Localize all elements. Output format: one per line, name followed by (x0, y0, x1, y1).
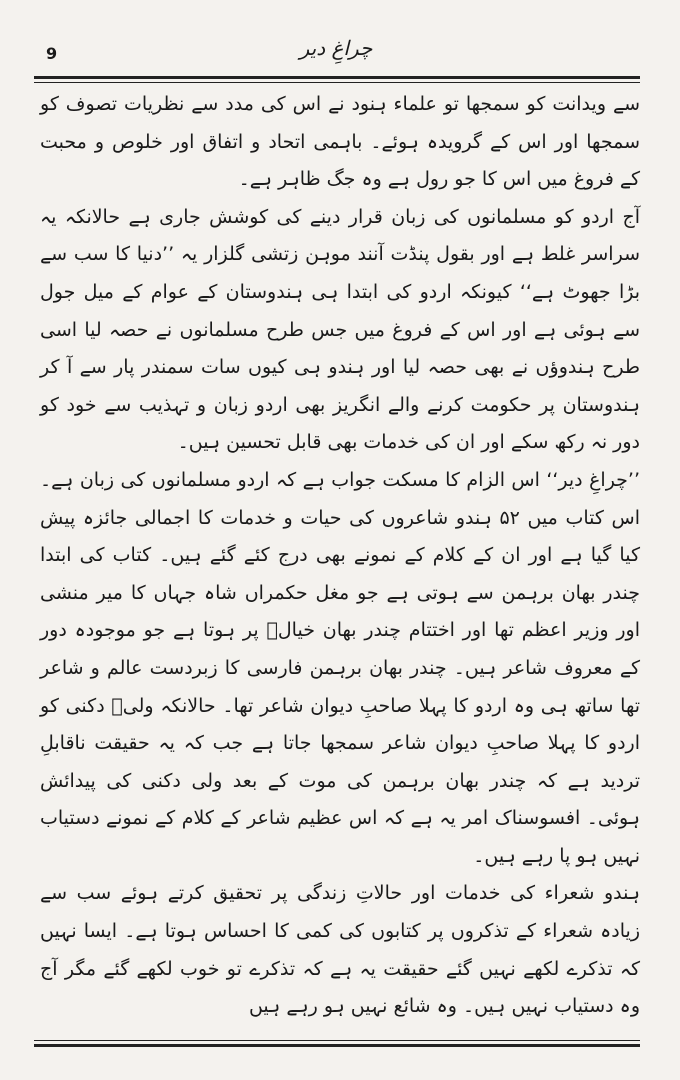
page-header (34, 30, 638, 76)
paragraph: ہندو شعراء کی خدمات اور حالاتِ زندگی پر تحقیق کرتے ہوئے سب سے زیادہ شعراء کے تذکروں پر کتابوں کی کمی کا احساس ہوتا ہے۔ ایسا نہیں کہ تذکرے لکھے نہیں گئے حقیقت یہ ہے کہ تذکرے تو خوب لکھے گئے مگر آج وہ دستیاب نہیں ہیں۔ وہ شائع نہیں ہو رہے ہیں (40, 882, 640, 1018)
paragraph: سے ویدانت کو سمجھا تو علماء ہنود نے اس کی مدد سے نظریات تصوف کو سمجھا اور اس کے گرویدہ ہوئے۔ باہمی اتحاد و اتفاق اور خلوص و محبت کے فروغ میں اس کا جو رول ہے وہ جگ ظاہر ہے۔ (40, 93, 640, 191)
paragraph: آج اردو کو مسلمانوں کی زبان قرار دینے کی کوشش جاری ہے حالانکہ یہ سراسر غلط ہے اور بقول پنڈت آنند موہن زتشی گلزار یہ ’’دنیا کا سب سے بڑا جھوٹ ہے‘‘ کیونکہ اردو کی ابتدا ہی ہندوستان کے عوام کے میل جول سے ہوئی ہے اور اس کے فروغ میں جس طرح مسلمانوں نے حصہ لیا اسی طرح ہندوؤں نے بھی حصہ لیا اور ہندو ہی کیوں سات سمندر پار سے آ کر ہندوستان پر حکومت کرنے والے انگریز بھی اردو زبان و تہذیب سے خود کو دور نہ رکھ سکے اور ان کی خدمات بھی قابل تحسین ہیں۔ (40, 205, 640, 454)
page-number: 9 (46, 44, 58, 63)
header-rule-thick (34, 76, 640, 79)
paragraph: ’’چراغِ دیر‘‘ اس الزام کا مسکت جواب ہے کہ اردو مسلمانوں کی زبان ہے۔ اس کتاب میں ۵۲ ہندو شاعروں کی حیات و خدمات کا اجمالی جائزہ پیش کیا گیا ہے اور ان کے کلام کے نمونے بھی درج کئے گئے ہیں۔ کتاب کی ابتدا چندر بھان برہمن سے ہوتی ہے جو مغل حکمراں شاہ جہاں کا میر منشی اور وزیر اعظم تھا اور اختتام چندر بھان خیالؔ پر ہوتا ہے جو موجودہ دور کے معروف شاعر ہیں۔ چندر بھان برہمن فارسی کا زبردست عالم و شاعر تھا ساتھ ہی وہ اردو کا پہلا صاحبِ دیوان شاعر تھا۔ حالانکہ ولیؔ دکنی کو اردو کا پہلا صاحبِ دیوان شاعر سمجھا جاتا ہے جب کہ یہ حقیقت ناقابلِ تردید ہے کہ چندر بھان برہمن کی موت کے بعد ولی دکنی کی پیدائش ہوئی۔ افسوسناک امر یہ ہے کہ اس عظیم شاعر کے کلام کے نمونے دستیاب نہیں ہو پا رہے ہیں۔ (40, 468, 640, 867)
header-rule-thin (34, 82, 640, 83)
footer-rule-thin (34, 1040, 640, 1041)
body-text (40, 86, 640, 1026)
footer-rule-thick (34, 1044, 640, 1047)
running-title: چراغِ دیر (299, 36, 373, 60)
